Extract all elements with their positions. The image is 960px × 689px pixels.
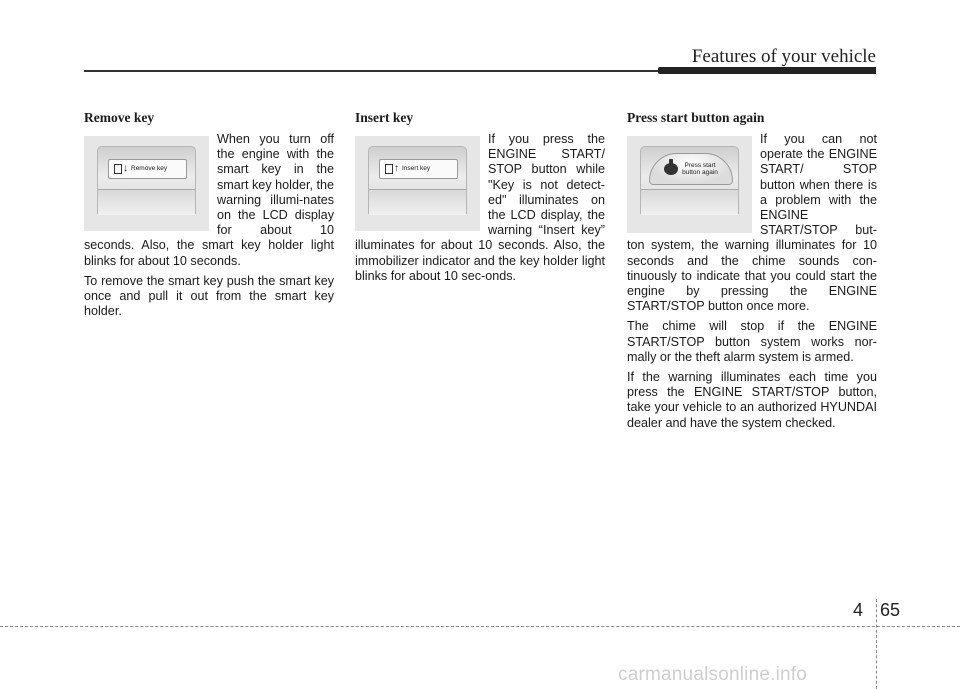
lcd-display [108, 159, 187, 179]
start-button-icon [664, 163, 678, 175]
column-press-start [627, 110, 877, 436]
section-heading: Press start button again [627, 110, 765, 125]
header-rule-accent [658, 67, 876, 74]
lcd-message: Remove key [131, 165, 168, 173]
page-header-title: Features of your vehicle [691, 46, 876, 67]
paragraph: The chime will stop if the ENGINE START/STOP button system works nor-mally or the theft alarm system is armed. [627, 319, 877, 364]
lcd-illustration [627, 136, 752, 233]
lcd-display [649, 153, 733, 185]
header-rule [84, 70, 684, 72]
section-body [355, 132, 605, 284]
paragraph: If you press the ENGINE START/ STOP button while "Key is not detect-ed" illuminates on the LCD display, the warning “Insert key” illuminates for about 10 seconds. Also, the immobilizer indicator and the key holder light blinks for about 10 sec-onds. [355, 132, 605, 283]
chapter-number: 4 [853, 600, 864, 620]
key-out-arrow-icon: ↓ [113, 162, 128, 176]
page-number: 65 [880, 600, 901, 620]
paragraph: To remove the smart key push the smart key once and pull it out from the smart key holder. [84, 273, 334, 319]
lcd-illustration [84, 136, 209, 231]
section-heading: Remove key [84, 110, 155, 125]
lcd-message-line2: button again [682, 169, 718, 176]
key-in-arrow-icon: ↑ [384, 162, 399, 176]
paragraph: If you can not operate the ENGINE START/ STOP button when there is a problem with the ENGINE START/STOP but-ton system, the warning illuminates for 10 seconds and the chime sounds con-tinuously to indicate that you could start the engine by pressing the ENGINE START/STOP button once more. [627, 132, 877, 314]
column-insert-key [355, 110, 605, 289]
paragraph: If the warning illuminates each time you press the ENGINE START/STOP button, take your vehicle to an authorized HYUNDAI dealer and have the system checked. [627, 370, 877, 430]
column-remove-key [84, 110, 334, 324]
watermark: carmanualsonline.info [618, 664, 808, 685]
lcd-display [379, 159, 458, 179]
section-heading: Insert key [355, 110, 414, 125]
lcd-illustration [355, 136, 480, 231]
paragraph: When you turn off the engine with the smart key in the smart key holder, the warning illumi-nates on the LCD display for about 10 seconds. Also, the smart key holder light blinks for about 10 seconds. [84, 132, 334, 268]
footer-separator [876, 599, 877, 689]
section-body [627, 132, 877, 431]
lcd-message-line1: Press start [684, 162, 716, 169]
lcd-message: Insert key [402, 165, 431, 173]
section-body [84, 132, 334, 319]
footer-rule [0, 626, 960, 627]
